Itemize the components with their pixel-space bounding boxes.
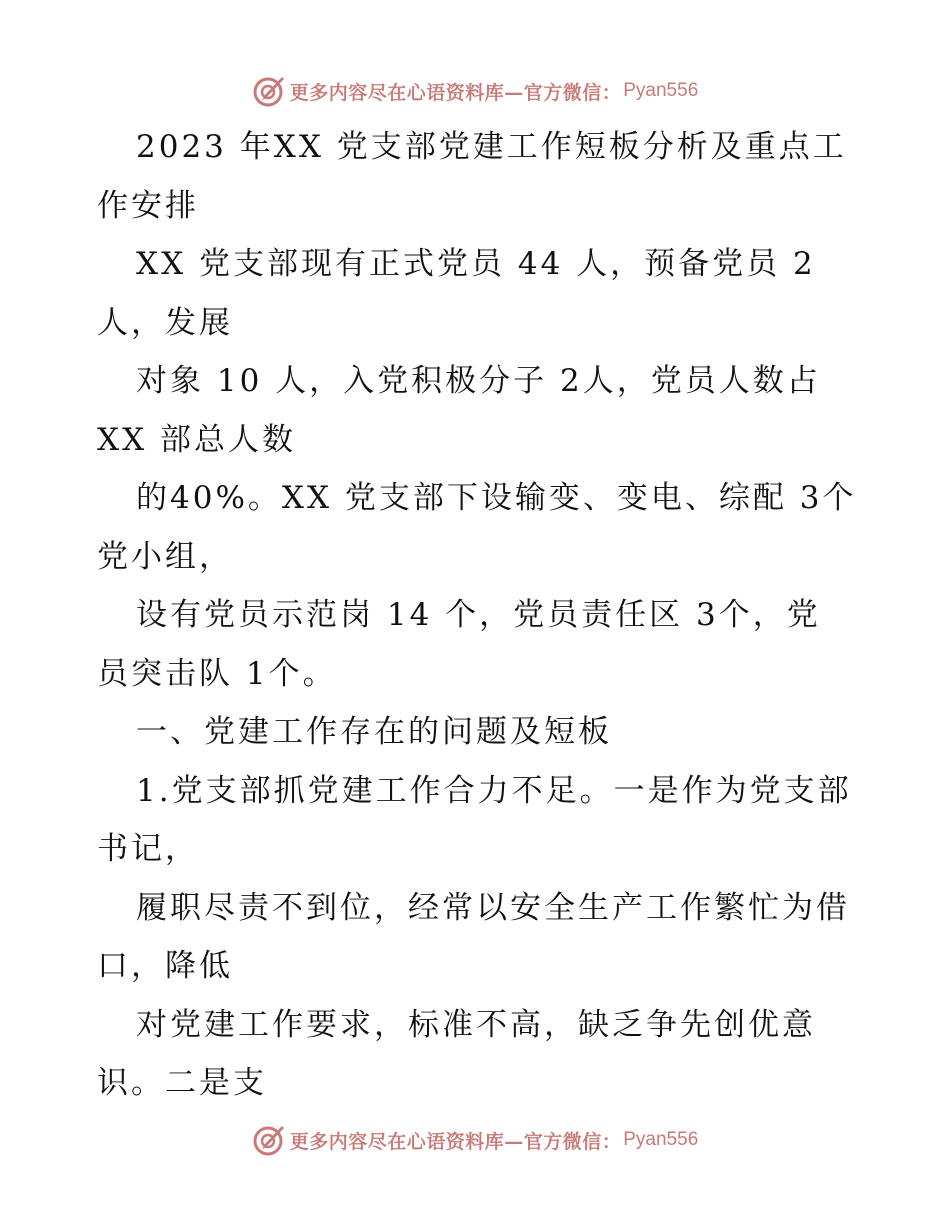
watermark-text: 更多内容尽在心语资料库—官方微信： <box>289 81 622 104</box>
watermark-text: 更多内容尽在心语资料库—官方微信： <box>289 1130 622 1153</box>
quill-seal-icon <box>252 1123 286 1157</box>
document-title: 2023 年XX 党支部党建工作短板分析及重点工 作安排 <box>97 129 847 224</box>
document-body <box>97 118 857 1113</box>
watermark-footer <box>0 1120 950 1160</box>
paragraph: 履职尽责不到位，经常以安全生产工作繁忙为借 口，降低 <box>97 889 850 984</box>
paragraph: 设有党员示范岗 14 个，党员责任区 3个，党 员突击队 1个。 <box>97 597 821 692</box>
paragraph: 对党建工作要求，标准不高，缺乏争先创优意 识。二是支 <box>97 1006 816 1101</box>
paragraph: 1.党支部抓党建工作合力不足。一是作为党支部 书记， <box>97 772 852 867</box>
paragraph: 的40%。XX 党支部下设输变、变电、综配 3个 党小组， <box>97 480 857 575</box>
watermark-contact: Pyan556 <box>623 80 699 101</box>
quill-seal-icon <box>252 74 286 108</box>
paragraph: 对象 10 人，入党积极分子 2人，党员人数占 XX 部总人数 <box>97 363 821 458</box>
paragraph: XX 党支部现有正式党员 44 人，预备党员 2 人，发展 <box>97 246 816 341</box>
watermark-contact: Pyan556 <box>623 1129 699 1150</box>
section-heading: 一、党建工作存在的问题及短板 <box>136 714 612 750</box>
watermark-header <box>0 71 950 111</box>
